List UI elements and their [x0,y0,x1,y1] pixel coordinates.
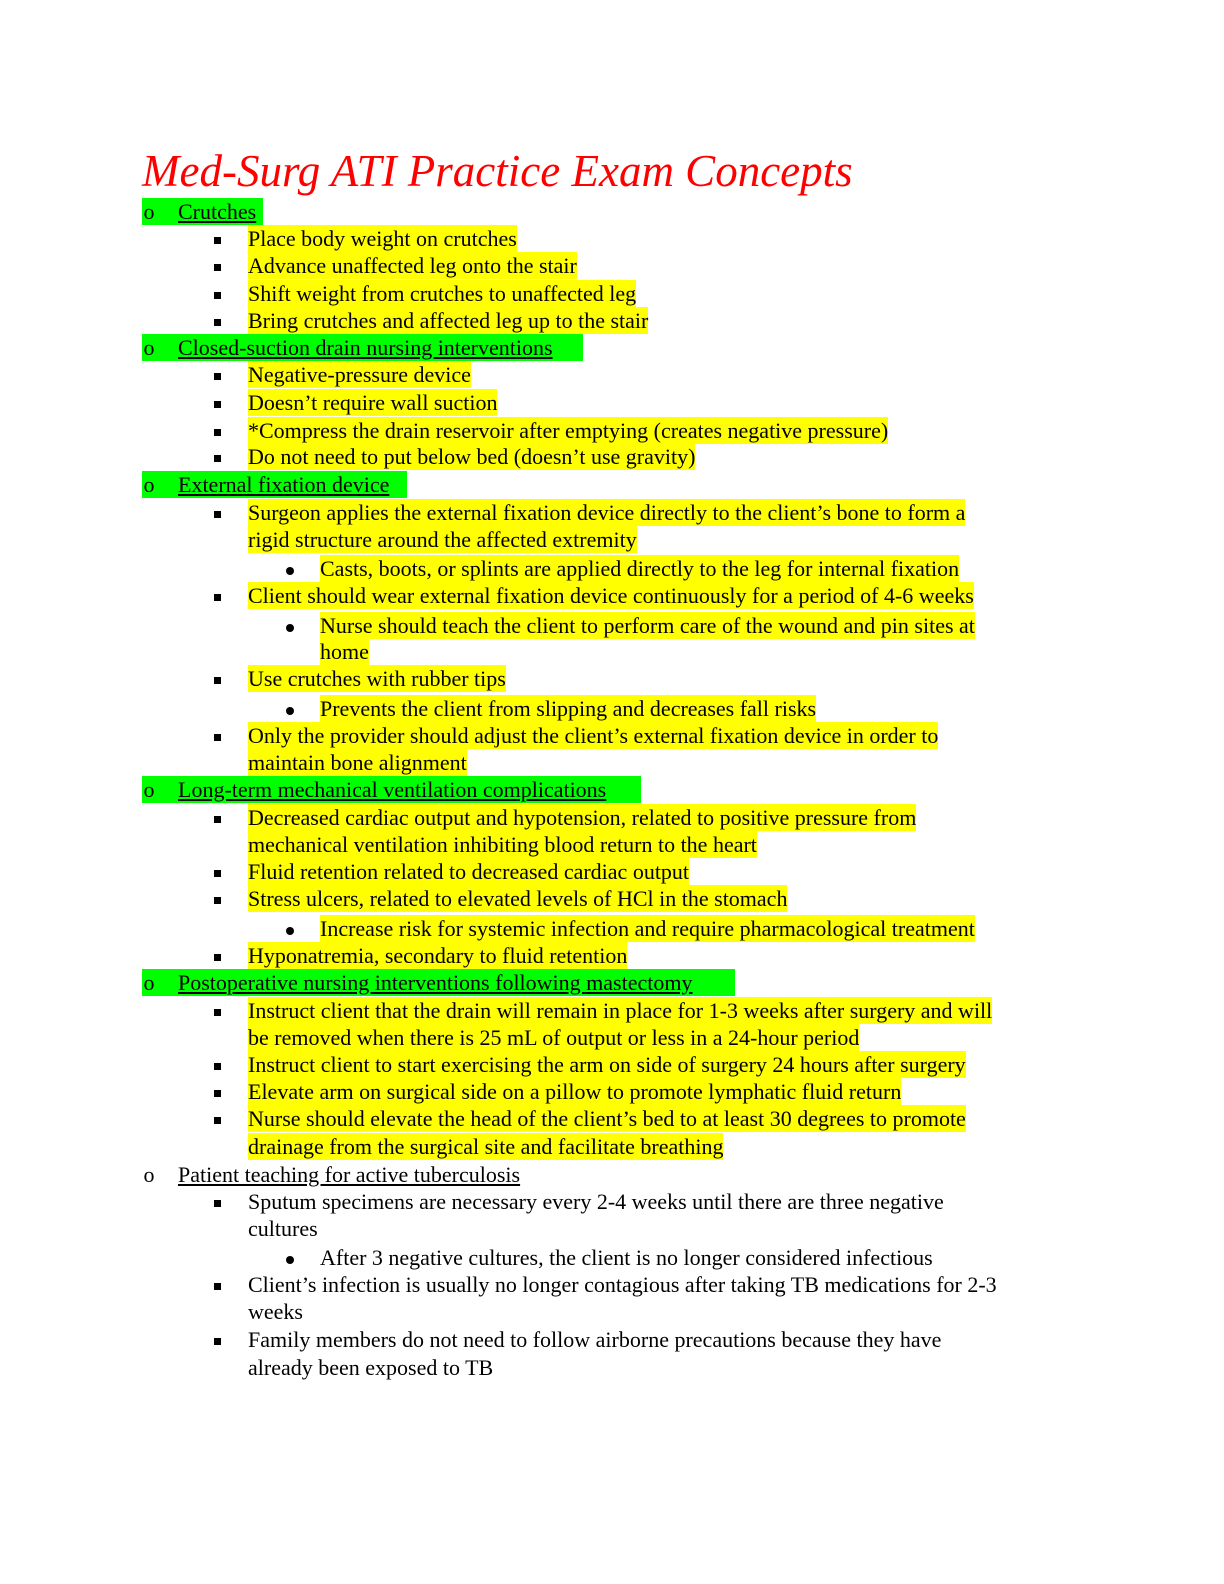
item-text-continued: weeks [248,1299,303,1324]
round-bullet-icon [284,695,296,722]
square-bullet-icon [212,389,222,416]
item-text: Casts, boots, or splints are applied directly to the leg for internal fixation [320,556,960,581]
square-bullet-icon [212,942,222,969]
page-title: Med-Surg ATI Practice Exam Concepts [142,146,853,196]
item-text: Fluid retention related to decreased cardiac output [248,859,690,884]
round-bullet-icon [284,555,296,582]
item-text: Shift weight from crutches to unaffected leg [248,281,637,306]
round-bullet-icon [284,915,296,942]
square-bullet-icon [212,1326,222,1353]
square-bullet-icon [212,417,222,444]
heading-text: Patient teaching for active tuberculosis [178,1162,521,1187]
item-text: Increase risk for systemic infection and require pharmacological treatment [320,916,975,941]
round-bullet-icon [284,612,296,639]
square-bullet-icon [212,582,222,609]
item-text-continued: already been exposed to TB [248,1355,494,1380]
square-bullet-icon [212,1105,222,1132]
square-bullet-icon [212,722,222,749]
item-text: Instruct client that the drain will remain in place for 1-3 weeks after surgery and will [248,998,993,1023]
item-text: Stress ulcers, related to elevated levels of HCl in the stomach [248,886,788,911]
heading-marker: o [143,777,155,802]
square-bullet-icon [212,665,222,692]
item-text: Client should wear external fixation device continuously for a period of 4-6 weeks [248,583,974,608]
heading-marker: o [143,199,155,224]
item-text-continued: mechanical ventilation inhibiting blood return to the heart [248,832,757,857]
heading-text: External fixation device [178,472,390,497]
heading-text: Closed-suction drain nursing interventions [178,335,553,360]
square-bullet-icon [212,252,222,279]
heading-marker: o [143,335,155,360]
square-bullet-icon [212,804,222,831]
item-text-continued: be removed when there is 25 mL of output or less in a 24-hour period [248,1025,860,1050]
item-text: Decreased cardiac output and hypotension, related to positive pressure from [248,805,917,830]
heading-marker: o [143,472,155,497]
item-text: Family members do not need to follow airborne precautions because they have [248,1327,942,1352]
item-text: Prevents the client from slipping and decreases fall risks [320,696,817,721]
square-bullet-icon [212,443,222,470]
item-text-continued: drainage from the surgical site and facilitate breathing [248,1134,724,1159]
square-bullet-icon [212,1271,222,1298]
square-bullet-icon [212,361,222,388]
heading-marker: o [143,970,155,995]
square-bullet-icon [212,885,222,912]
square-bullet-icon [212,858,222,885]
item-text-continued: rigid structure around the affected extremity [248,527,637,552]
heading-marker: o [143,1162,155,1187]
item-text-continued: home [320,639,369,664]
item-text: After 3 negative cultures, the client is no longer considered infectious [320,1245,933,1270]
item-text: Use crutches with rubber tips [248,666,506,691]
item-text: Surgeon applies the external fixation device directly to the client’s bone to form a [248,500,966,525]
item-text: Negative-pressure device [248,362,471,387]
item-text: Hyponatremia, secondary to fluid retention [248,943,628,968]
square-bullet-icon [212,1188,222,1215]
square-bullet-icon [212,1078,222,1105]
item-text: Client’s infection is usually no longer contagious after taking TB medications for 2-3 [248,1272,997,1297]
item-text: Place body weight on crutches [248,226,517,251]
item-text: Nurse should elevate the head of the client’s bed to at least 30 degrees to promote [248,1106,966,1131]
item-text-continued: maintain bone alignment [248,750,467,775]
item-text: Doesn’t require wall suction [248,390,498,415]
item-text: *Compress the drain reservoir after emptying (creates negative pressure) [248,418,889,443]
item-text: Instruct client to start exercising the arm on side of surgery 24 hours after surgery [248,1052,966,1077]
round-bullet-icon [284,1244,296,1271]
item-text: Nurse should teach the client to perform care of the wound and pin sites at [320,613,975,638]
heading-text: Crutches [178,199,257,224]
item-text-continued: cultures [248,1216,318,1241]
heading-text: Long-term mechanical ventilation complications [178,777,607,802]
square-bullet-icon [212,997,222,1024]
square-bullet-icon [212,1051,222,1078]
item-text: Bring crutches and affected leg up to the stair [248,308,649,333]
square-bullet-icon [212,499,222,526]
square-bullet-icon [212,225,222,252]
heading-text: Postoperative nursing interventions following mastectomy [178,970,693,995]
item-text: Do not need to put below bed (doesn’t use gravity) [248,444,696,469]
item-text: Sputum specimens are necessary every 2-4 weeks until there are three negative [248,1189,944,1214]
square-bullet-icon [212,280,222,307]
item-text: Elevate arm on surgical side on a pillow to promote lymphatic fluid return [248,1079,902,1104]
item-text: Only the provider should adjust the client’s external fixation device in order to [248,723,939,748]
square-bullet-icon [212,307,222,334]
item-text: Advance unaffected leg onto the stair [248,253,577,278]
